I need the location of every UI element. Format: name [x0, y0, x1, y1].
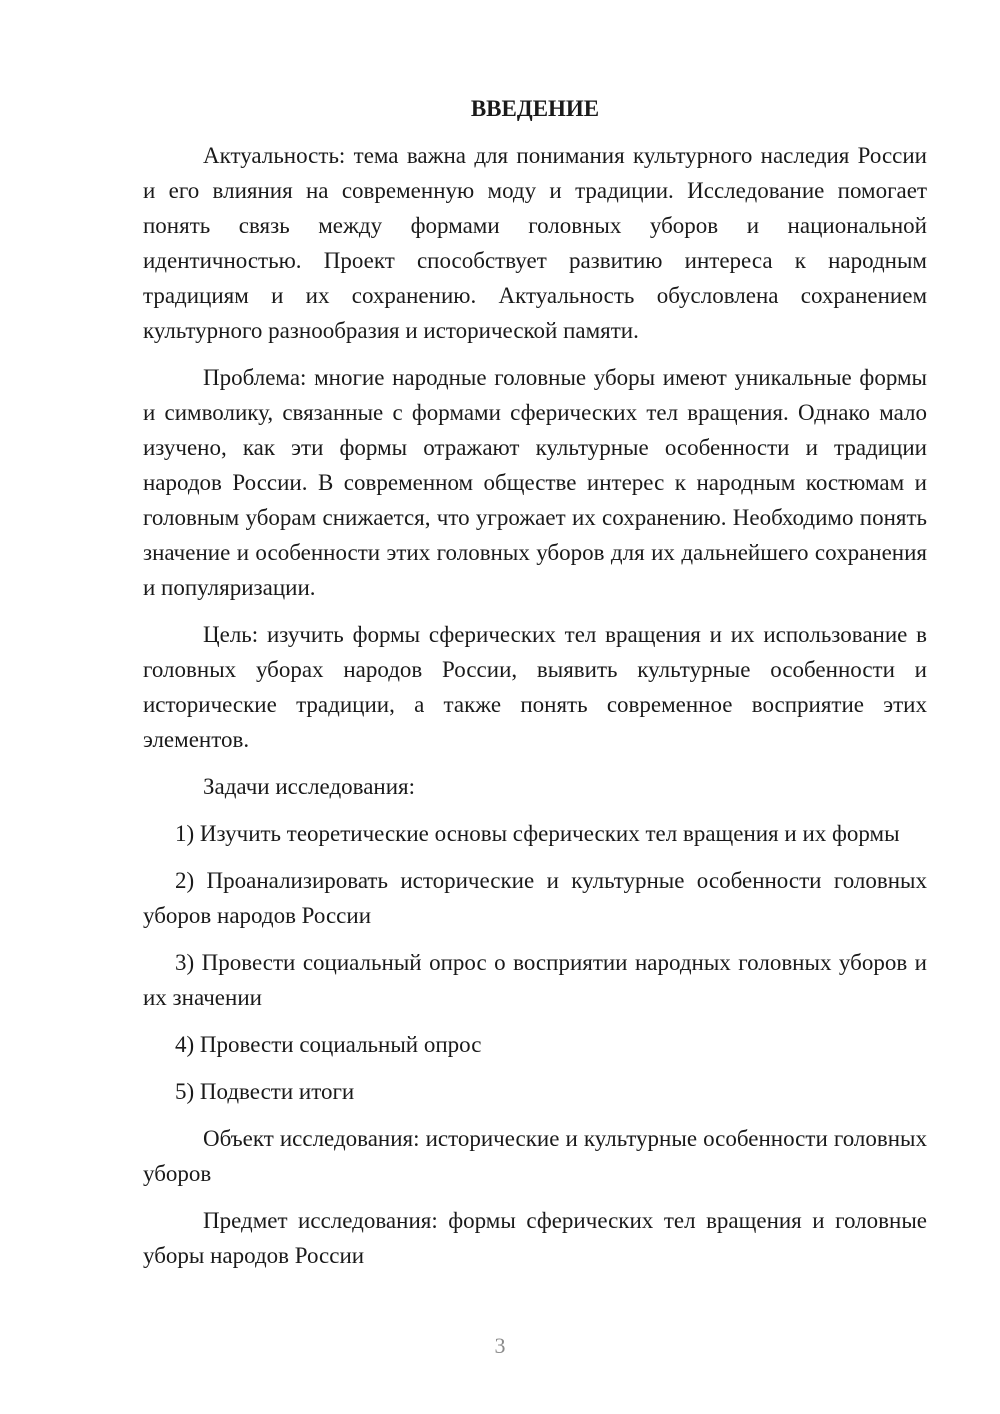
paragraph-problem: Проблема: многие народные головные уборы имеют уникальные формы и символику, связанные с формами сферических тел вращения. Однако мало изучено, как эти формы отражают культурные особенности и традиции народов России. В современном обществе интерес к народным костюмам и головным уборам снижается, что угрожает их сохранению. Необходимо понять значение и особенности этих головных уборов для их дальнейшего сохранения и популяризации. — [143, 365, 927, 600]
paragraph-goal: Цель: изучить формы сферических тел вращения и их использование в головных уборах народов России, выявить культурные особенности и исторические традиции, а также понять современное восприятие этих элементов. — [143, 622, 927, 752]
paragraph-object: Объект исследования: исторические и культурные особенности головных уборов — [143, 1126, 927, 1186]
task-item-5: 5) Подвести итоги — [175, 1079, 355, 1104]
task-item-2: 2) Проанализировать исторические и культурные особенности головных уборов народов России — [143, 868, 927, 928]
tasks-heading: Задачи исследования: — [203, 774, 416, 799]
task-item-1: 1) Изучить теоретические основы сферических тел вращения и их формы — [175, 821, 900, 846]
page-title: ВВЕДЕНИЕ — [470, 96, 600, 121]
paragraph-relevance: Актуальность: тема важна для понимания культурного наследия России и его влияния на современную моду и традиции. Исследование помогает понять связь между формами головных уборов и национальной идентичностью. Проект способствует развитию интереса к народным традициям и их сохранению. Актуальность обусловлена сохранением культурного разнообразия и исторической памяти. — [143, 143, 927, 343]
paragraph-subject: Предмет исследования: формы сферических тел вращения и головные уборы народов России — [143, 1208, 927, 1268]
task-item-3: 3) Провести социальный опрос о восприятии народных головных уборов и их значении — [143, 950, 927, 1010]
page-number: 3 — [494, 1333, 506, 1358]
task-item-4: 4) Провести социальный опрос — [175, 1032, 482, 1057]
page-content — [143, 91, 927, 1285]
